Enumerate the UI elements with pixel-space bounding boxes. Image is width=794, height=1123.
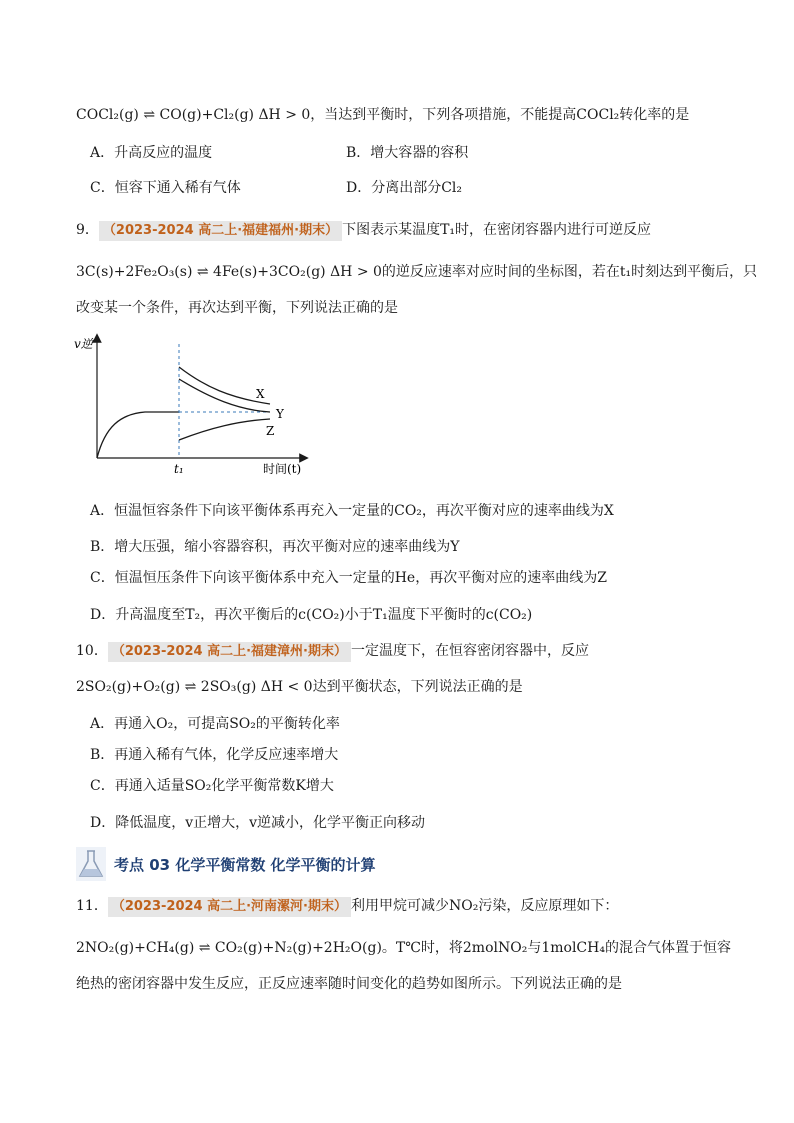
q11-stem-3: 绝热的密闭容器中发生反应，正反应速率随时间变化的趋势如图所示。下列说法正确的是 xyxy=(76,976,622,992)
q8-option-b: B．增大容器的容积 xyxy=(346,145,469,161)
q11-stem-2: 2NO₂(g)+CH₄(g) ⇌ CO₂(g)+N₂(g)+2H₂O(g)。T℃时，将2molNO₂与1molCH₄的混合气体置于恒容 xyxy=(76,940,731,956)
q9-rate-graph xyxy=(70,332,320,482)
x-axis-label: 时间(t) xyxy=(263,462,302,476)
q10-option-b: B．再通入稀有气体，化学反应速率增大 xyxy=(90,747,339,763)
q8-stem: COCl₂(g) ⇌ CO(g)+Cl₂(g) ΔH > 0，当达到平衡时，下列各项措施，不能提高COCl₂转化率的是 xyxy=(76,107,690,123)
curve-y-label: Y xyxy=(276,407,284,421)
q8-option-a: A．升高反应的温度 xyxy=(90,145,213,161)
q9-stem-2: 3C(s)+2Fe₂O₃(s) ⇌ 4Fe(s)+3CO₂(g) ΔH > 0的逆反应速率对应时间的坐标图，若在t₁时刻达到平衡后，只 xyxy=(76,264,758,280)
q9-stem-3: 改变某一个条件，再次达到平衡，下列说法正确的是 xyxy=(76,300,398,316)
q11-header xyxy=(76,896,618,917)
q11-source-badge: （2023-2024 高二上·河南漯河·期末） xyxy=(108,897,351,917)
t1-label: t₁ xyxy=(174,462,184,476)
q10-stem-1: 一定温度下，在恒容密闭容器中，反应 xyxy=(351,643,589,659)
q10-header xyxy=(76,641,589,662)
q9-source-badge: （2023-2024 高二上·福建福州·期末） xyxy=(99,221,342,241)
q9-header xyxy=(76,220,651,241)
q8-option-c: C．恒容下通入稀有气体 xyxy=(90,180,241,196)
q11-number: 11． xyxy=(76,898,108,914)
q9-number: 9． xyxy=(76,222,99,238)
flask-icon xyxy=(76,847,106,881)
q10-option-a: A．再通入O₂，可提高SO₂的平衡转化率 xyxy=(90,716,340,732)
curve-z xyxy=(179,419,270,440)
q10-number: 10． xyxy=(76,643,108,659)
q10-stem-2: 2SO₂(g)+O₂(g) ⇌ 2SO₃(g) ΔH < 0达到平衡状态，下列说法正确的是 xyxy=(76,679,523,695)
q9-option-d: D．升高温度至T₂，再次平衡后的c(CO₂)小于T₁温度下平衡时的c(CO₂) xyxy=(90,607,533,623)
q9-option-c: C．恒温恒压条件下向该平衡体系中充入一定量的He，再次平衡对应的速率曲线为Z xyxy=(90,570,607,586)
q9-option-b: B．增大压强，缩小容器容积，再次平衡对应的速率曲线为Y xyxy=(90,539,460,555)
y-axis-label: v逆 xyxy=(74,337,93,351)
q8-option-d: D．分离出部分Cl₂ xyxy=(346,180,463,196)
section-header xyxy=(76,846,726,882)
q9-stem-1: 下图表示某温度T₁时，在密闭容器内进行可逆反应 xyxy=(342,222,652,238)
q10-source-badge: （2023-2024 高二上·福建漳州·期末） xyxy=(108,642,351,662)
q9-option-a: A．恒温恒容条件下向该平衡体系再充入一定量的CO₂，再次平衡对应的速率曲线为X xyxy=(90,503,614,519)
q10-option-d: D．降低温度，v正增大，v逆减小，化学平衡正向移动 xyxy=(90,815,426,831)
q10-option-c: C．再通入适量SO₂化学平衡常数K增大 xyxy=(90,778,334,794)
curve-z-label: Z xyxy=(266,424,275,438)
q11-stem-1: 利用甲烷可减少NO₂污染，反应原理如下： xyxy=(351,898,619,914)
initial-rate-curve xyxy=(97,412,179,458)
curve-x-label: X xyxy=(256,387,265,401)
section-title: 考点 03 化学平衡常数 化学平衡的计算 xyxy=(114,855,376,874)
